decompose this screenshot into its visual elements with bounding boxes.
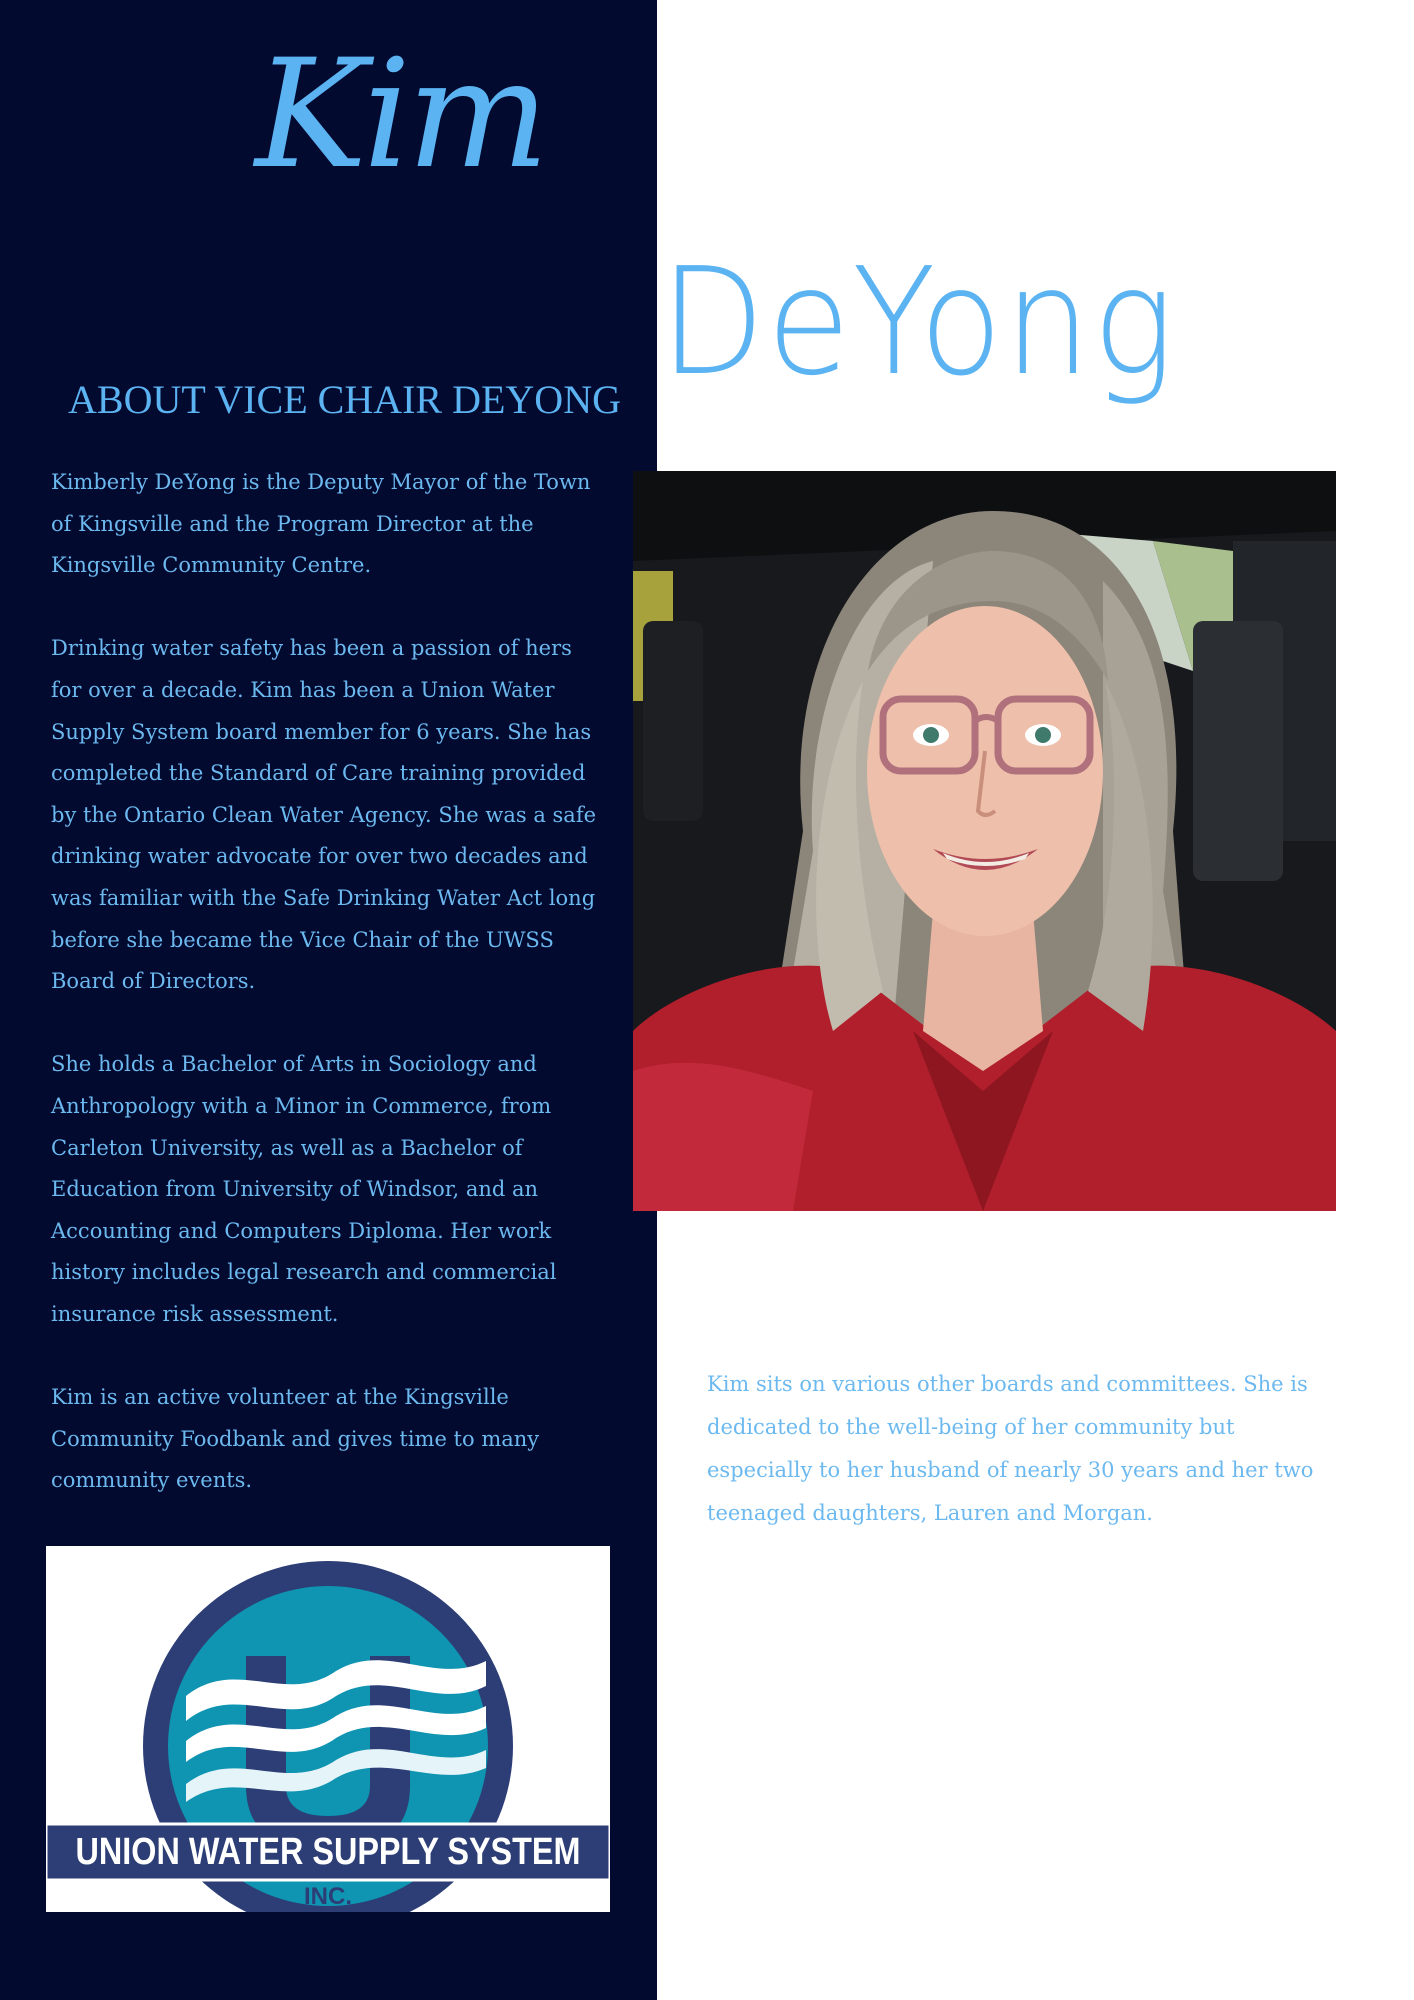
bio-text xyxy=(51,462,596,1543)
bio-paragraph: Kim is an active volunteer at the Kingsville Community Foodbank and gives time to many community events. xyxy=(51,1385,540,1493)
first-name-script: Kim xyxy=(255,28,546,202)
last-name-title: DeYong xyxy=(660,236,1177,408)
bio-paragraph: She holds a Bachelor of Arts in Sociology and Anthropology with a Minor in Commerce, from Carleton University, as well as a Bachelor of Education from University of Windsor, and an Accounting and Computers Diploma. Her work history includes legal research and commercial insurance risk assessment. xyxy=(51,1052,557,1326)
logo-wordmark: UNION WATER SUPPLY SYSTEM xyxy=(75,1831,581,1873)
bio-paragraph: Drinking water safety has been a passion of hers for over a decade. Kim has been a Union Water Supply System board member for 6 years. She has completed the Standard of Care training provided by the Ontario Clean Water Agency. She was a safe drinking water advocate for over two decades and was familiar with the Safe Drinking Water Act long before she became the Vice Chair of the UWSS Board of Directors. xyxy=(51,636,597,994)
family-note: Kim sits on various other boards and committees. She is dedicated to the well-being of her community but especially to her husband of nearly 30 years and her two teenaged daughters, Lauren and Morgan. xyxy=(707,1372,1314,1525)
portrait-photo xyxy=(633,471,1336,1211)
about-heading: ABOUT VICE CHAIR DEYONG xyxy=(68,377,621,422)
logo-suffix: INC. xyxy=(304,1883,352,1910)
bio-paragraph: Kimberly DeYong is the Deputy Mayor of the Town of Kingsville and the Program Director at the Kingsville Community Centre. xyxy=(51,470,591,578)
uwss-logo xyxy=(46,1546,610,1912)
